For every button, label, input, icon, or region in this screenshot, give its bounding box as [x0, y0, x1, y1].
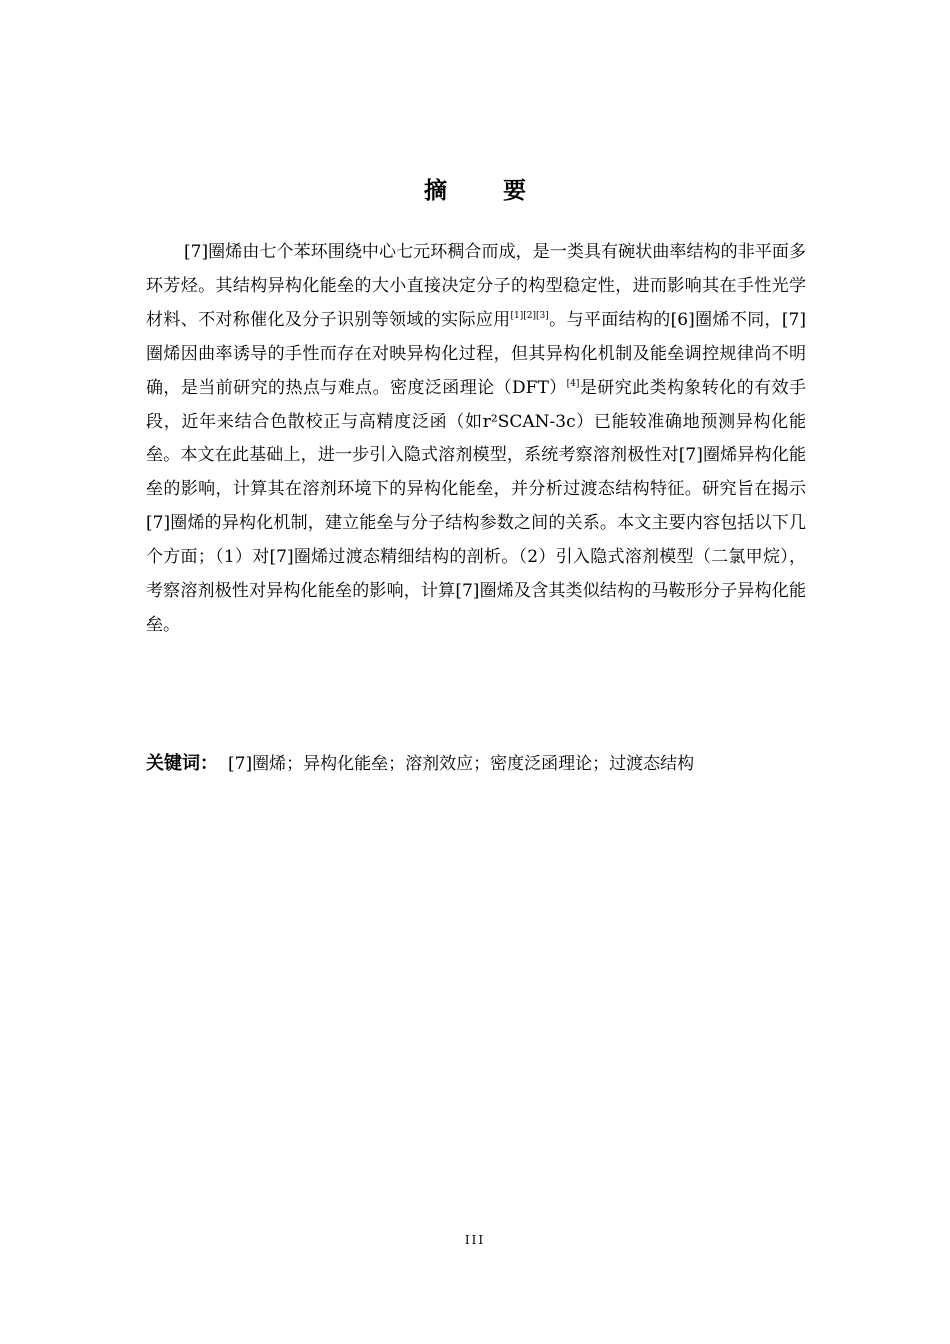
keywords-line — [146, 748, 826, 780]
citation-1-2-3: [1][2][3] — [510, 310, 549, 321]
citation-4: [4] — [566, 378, 580, 389]
abstract-text-part-3: 是研究此类构象转化的有效手段，近年来结合色散校正与高精度泛函（如r²SCAN-3c）已能较准确地预测异构化能垒。本文在此基础上，进一步引入隐式溶剂模型，系统考察溶剂极性对[7]圈烯异构化能垒的影响，计算其在溶剂环境下的异构化能垒，并分析过渡态结构特征。研究旨在揭示[7]圈烯的异构化机制，建立能垒与分子结构参数之间的关系。本文主要内容包括以下几个方面；（1）对[7]圈烯过渡态精细结构的剖析。（2）引入隐式溶剂模型（二氯甲烷），考察溶剂极性对异构化能垒的影响，计算[7]圈烯及含其类似结构的马鞍形分子异构化能垒。 — [146, 377, 806, 635]
keywords-label: 关键词： — [146, 753, 218, 774]
abstract-text-part-2: 。与平面结构的[6]圈烯不同，[7]圈烯因曲率诱导的手性而存在对映异构化过程，但其异构化机制及能垒调控规律尚不明确，是当前研究的热点与难点。密度泛函理论（DFT） — [146, 309, 806, 398]
keywords-text: [7]圈烯；异构化能垒；溶剂效应；密度泛函理论；过渡态结构 — [228, 754, 695, 774]
page-number: III — [464, 1233, 486, 1247]
abstract-text-part-1: [7]圈烯由七个苯环围绕中心七元环稠合而成，是一类具有碗状曲率结构的非平面多环芳烃。其结构异构化能垒的大小直接决定分子的构型稳定性，进而影响其在手性光学材料、不对称催化及分子识别等领域的实际应用 — [146, 242, 806, 330]
page-title: 摘 要 — [423, 178, 550, 204]
abstract-paragraph — [146, 236, 806, 643]
